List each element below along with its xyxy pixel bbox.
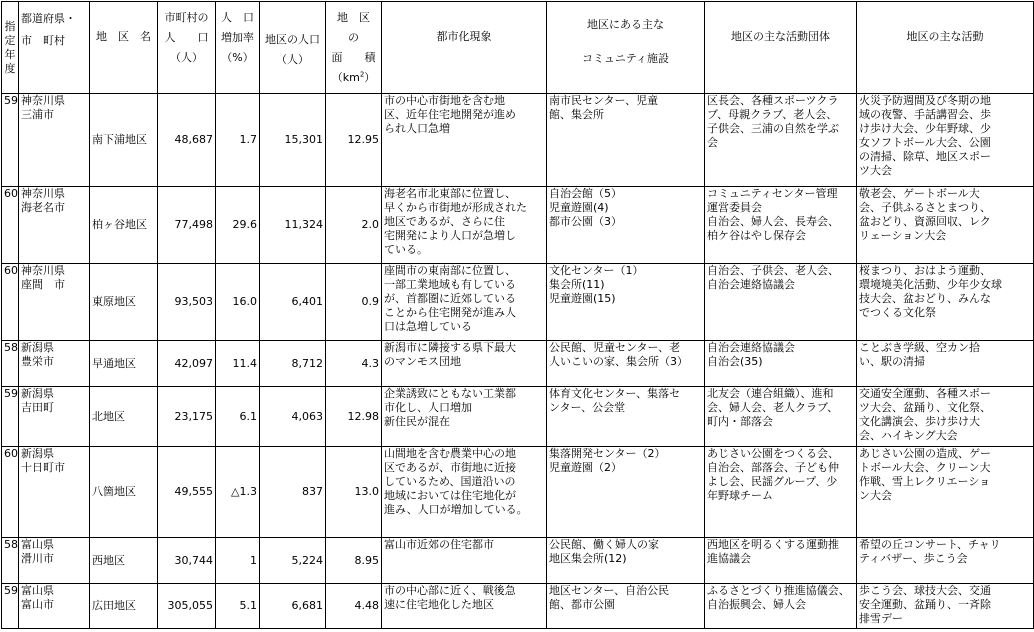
cell-area: 12.95 <box>326 94 382 187</box>
cell-urban: 座間市の東南部に位置し、 一部工業地域も有している が、首都圏に近郊している ことから住宅開発が進み人 口は急増している <box>382 264 547 341</box>
header-facility-line2: コミュニティ施設 <box>582 52 669 65</box>
cell-rate: 16.0 <box>216 264 260 341</box>
cell-year: 60 <box>2 264 19 341</box>
cell-year: 59 <box>2 387 19 447</box>
cell-dpop: 11,324 <box>260 187 326 264</box>
cell-rate: 1 <box>216 538 260 584</box>
cell-pref: 富山県 滑川市 <box>19 538 90 584</box>
cell-groups: 北友会（連合組織）、進和 会、婦人会、老人クラブ、 町内・部落会 <box>705 387 857 447</box>
cell-district: 西地区 <box>90 538 158 584</box>
header-groups: 地区の主な活動団体 <box>705 2 857 94</box>
table-row <box>2 538 1034 584</box>
cell-district: 八箇地区 <box>90 447 158 538</box>
cell-groups: 区長会、各種スポーツクラ ブ、母親クラブ、老人会、 子供会、三浦の自然を学ぶ 会 <box>705 94 857 187</box>
cell-facilities: 南市民センター、児童 館、集会所 <box>547 94 705 187</box>
cell-area: 13.0 <box>326 447 382 538</box>
cell-pop: 42,097 <box>158 341 216 387</box>
cell-district: 東原地区 <box>90 264 158 341</box>
header-area-line3 <box>328 68 379 88</box>
cell-activities: 交通安全運動、各種スポー ツ大会、盆踊り、文化祭、 文化講演会、歩け歩け大 会、ハイキング大会 <box>857 387 1034 447</box>
cell-rate: 11.4 <box>216 341 260 387</box>
header-pref: 都道府県・ 市 町村 <box>19 2 90 94</box>
cell-dpop: 5,224 <box>260 538 326 584</box>
cell-urban: 市の中心市街地を含む地 区、近年住宅地開発が進め られ人口急増 <box>382 94 547 187</box>
header-dpop-line1: 地区の人口 <box>265 33 320 46</box>
cell-groups: あじさい公園をつくる会、 自治会、部落会、子ども仲 よし会、民謡グループ、少 年野球チーム <box>705 447 857 538</box>
cell-pop: 23,175 <box>158 387 216 447</box>
header-area-unit: （km <box>331 71 360 84</box>
header-rate-line2: 増加率 <box>221 31 254 44</box>
cell-district: 柏ヶ谷地区 <box>90 187 158 264</box>
cell-area: 2.0 <box>326 187 382 264</box>
header-urban: 都市化現象 <box>382 2 547 94</box>
cell-groups: 自治会連絡協議会 自治会(35) <box>705 341 857 387</box>
cell-pop: 305,055 <box>158 584 216 629</box>
cell-urban: 新潟市に隣接する県下最大 のマンモス団地 <box>382 341 547 387</box>
cell-dpop: 8,712 <box>260 341 326 387</box>
header-year: 指 定 年 度 <box>2 2 19 94</box>
cell-dpop: 837 <box>260 447 326 538</box>
cell-dpop: 6,681 <box>260 584 326 629</box>
cell-activities: 桜まつり、おはよう運動、 環境境美化活動、少年少女球 技大会、盆おどり、みんな でつくる文化祭 <box>857 264 1034 341</box>
cell-activities: ことぶき学級、空カン拾 い、駅の清掃 <box>857 341 1034 387</box>
cell-facilities: 文化センター（1） 集会所(11) 児童遊園(15) <box>547 264 705 341</box>
header-area <box>326 2 382 94</box>
cell-area: 12.98 <box>326 387 382 447</box>
cell-pref: 神奈川県 海老名市 <box>19 187 90 264</box>
cell-urban: 企業誘致にともない工業都 市化し、人口増加 新住民が混在 <box>382 387 547 447</box>
header-district: 地 区 名 <box>90 2 158 94</box>
cell-urban: 山間地を含む農業中心の地 区であるが、市街地に近接 しているため、国道沿いの 地域においては住宅地化が 進み、人口が増加している。 <box>382 447 547 538</box>
cell-activities: 敬老会、ゲートボール大 会、子供ふるさとまつり、 盆おどり、資源回収、レク リェーション大会 <box>857 187 1034 264</box>
table-row <box>2 264 1034 341</box>
cell-facilities: 地区センター、自治公民 館、都市公園 <box>547 584 705 629</box>
cell-facilities: 公民館、児童センター、老 人いこいの家、集会所（3） <box>547 341 705 387</box>
cell-district: 広田地区 <box>90 584 158 629</box>
header-pop-line2: 人 口 <box>164 31 209 44</box>
cell-facilities: 公民館、働く婦人の家 地区集会所(12) <box>547 538 705 584</box>
cell-activities: 歩こう会、球技大会、交通 安全運動、盆踊り、一斉除 排雪デー <box>857 584 1034 629</box>
cell-facilities: 集落開発センター（2） 児童遊園（2） <box>547 447 705 538</box>
header-rate-line3: （%） <box>221 51 254 64</box>
table-row <box>2 94 1034 187</box>
cell-pref: 新潟県 吉田町 <box>19 387 90 447</box>
cell-year: 58 <box>2 341 19 387</box>
table-row <box>2 341 1034 387</box>
cell-district: 北地区 <box>90 387 158 447</box>
table-row <box>2 187 1034 264</box>
header-rate <box>216 2 260 94</box>
cell-year: 58 <box>2 538 19 584</box>
header-area-close: ） <box>364 71 376 84</box>
header-activities: 地区の主な活動 <box>857 2 1034 94</box>
cell-area: 4.48 <box>326 584 382 629</box>
header-dpop <box>260 2 326 94</box>
cell-area: 0.9 <box>326 264 382 341</box>
header-area-line2: 面 積 <box>331 51 376 64</box>
cell-year: 59 <box>2 584 19 629</box>
cell-activities: 火災予防週間及び冬期の地 域の夜警、手話講習会、歩 け歩け大会、少年野球、少 女ソフトボール大会、公園 の清掃、除草、地区スポー ツ大会 <box>857 94 1034 187</box>
cell-dpop: 4,063 <box>260 387 326 447</box>
cell-district: 早通地区 <box>90 341 158 387</box>
cell-year: 60 <box>2 187 19 264</box>
cell-groups: コミュニティセンター管理 運営委員会 自治会、婦人会、長寿会、 柏ケ谷はやし保存会 <box>705 187 857 264</box>
header-pop <box>158 2 216 94</box>
cell-pref: 神奈川県 三浦市 <box>19 94 90 187</box>
cell-activities: あじさい公園の造成、ゲー トボール大会、クリーン大 作戦、雪上レクリエーショ ン大会 <box>857 447 1034 538</box>
cell-groups: 自治会、子供会、老人会、 自治会連絡協議会 <box>705 264 857 341</box>
cell-district: 南下浦地区 <box>90 94 158 187</box>
table-row <box>2 584 1034 629</box>
cell-area: 4.3 <box>326 341 382 387</box>
cell-rate: 1.7 <box>216 94 260 187</box>
table-row <box>2 387 1034 447</box>
header-row <box>2 2 1034 94</box>
cell-pref: 新潟県 豊栄市 <box>19 341 90 387</box>
cell-pop: 93,503 <box>158 264 216 341</box>
header-area-line1: 地 区 の <box>337 11 381 44</box>
cell-dpop: 15,301 <box>260 94 326 187</box>
header-rate-line1: 人 口 <box>221 11 254 24</box>
cell-year: 60 <box>2 447 19 538</box>
cell-urban: 市の中心部に近く、戦後急 速に住宅地化した地区 <box>382 584 547 629</box>
cell-pop: 30,744 <box>158 538 216 584</box>
cell-groups: ふるさとづくり推進協儀会、 自治振興会、婦人会 <box>705 584 857 629</box>
cell-activities: 希望の丘コンサート、チャリ ティバザー、歩こう会 <box>857 538 1034 584</box>
cell-dpop: 6,401 <box>260 264 326 341</box>
cell-facilities: 自治会館（5） 児童遊園(4) 都市公園（3） <box>547 187 705 264</box>
header-facility-line1: 地区にある主な <box>587 18 664 31</box>
cell-pop: 49,555 <box>158 447 216 538</box>
cell-area: 8.95 <box>326 538 382 584</box>
cell-pref: 富山県 富山市 <box>19 584 90 629</box>
header-pop-line3: （人） <box>170 51 203 64</box>
cell-rate: 5.1 <box>216 584 260 629</box>
cell-groups: 西地区を明るくする運動推 進協議会 <box>705 538 857 584</box>
cell-urban: 富山市近郊の住宅都市 <box>382 538 547 584</box>
header-dpop-line2: （人） <box>276 53 309 66</box>
cell-facilities: 体育文化センター、集落セ ンター、公会堂 <box>547 387 705 447</box>
cell-urban: 海老名市北東部に位置し、 早くから市街地が形成された 地区であるが、さらに住 宅開発により人口が急増し ている。 <box>382 187 547 264</box>
cell-year: 59 <box>2 94 19 187</box>
table-row <box>2 447 1034 538</box>
cell-rate: 29.6 <box>216 187 260 264</box>
cell-rate: △1.3 <box>216 447 260 538</box>
cell-pref: 神奈川県 座間 市 <box>19 264 90 341</box>
cell-pref: 新潟県 十日町市 <box>19 447 90 538</box>
cell-rate: 6.1 <box>216 387 260 447</box>
community-district-table <box>1 1 1034 629</box>
cell-pop: 77,498 <box>158 187 216 264</box>
header-pop-line1: 市町村の <box>164 11 209 24</box>
cell-pop: 48,687 <box>158 94 216 187</box>
header-area-sup: 2 <box>359 70 365 79</box>
header-facility <box>547 2 705 94</box>
